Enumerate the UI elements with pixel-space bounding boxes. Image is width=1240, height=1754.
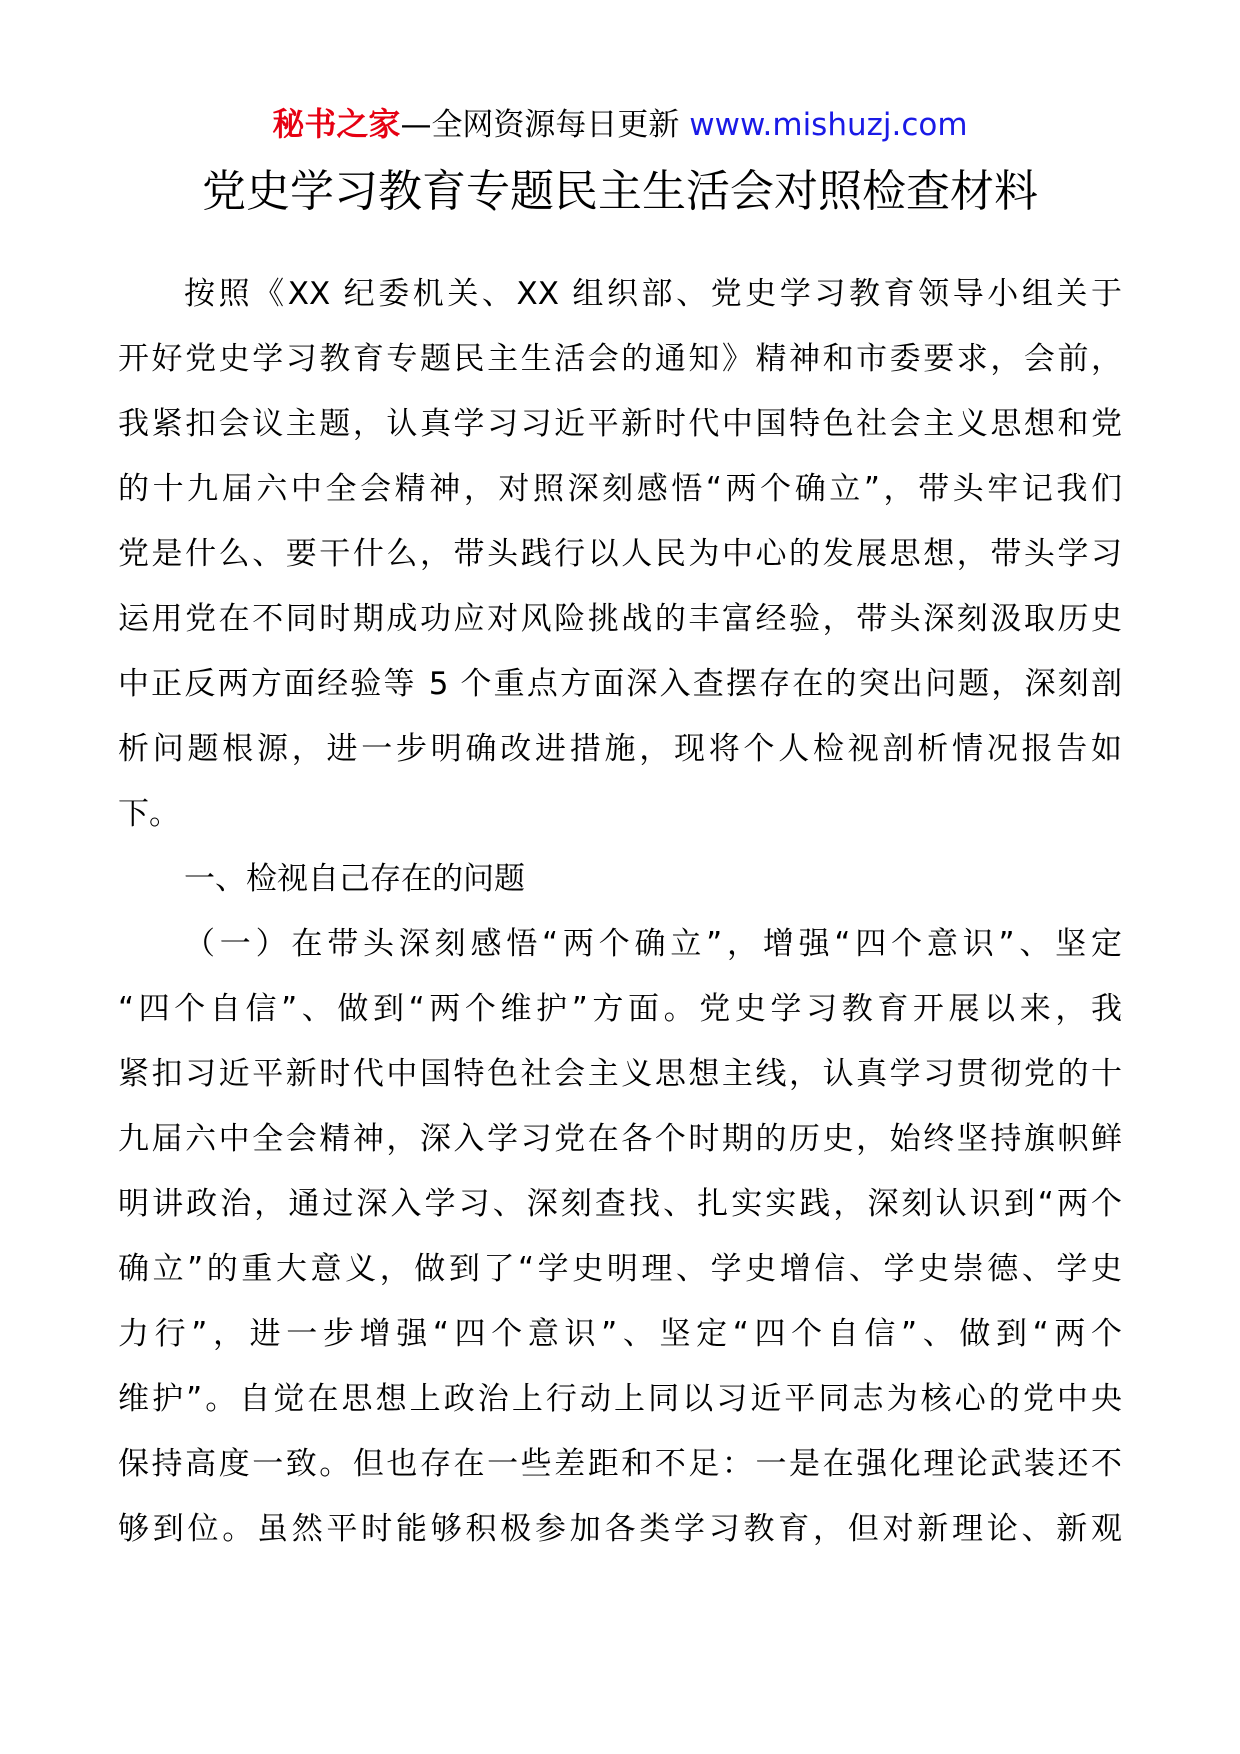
- site-header: [0, 102, 1240, 147]
- paragraph-line: 明讲政治，通过深入学习、深刻查找、扎实实践，深刻认识到“两个: [118, 1186, 1122, 1222]
- paragraph-line: 维护”。自觉在思想上政治上行动上同以习近平同志为核心的党中央: [118, 1381, 1122, 1417]
- paragraph-line: 确立”的重大意义，做到了“学史明理、学史增信、学史崇德、学史: [118, 1251, 1122, 1287]
- paragraph-line: 下。: [118, 796, 180, 832]
- paragraph-line: 按照《XX 纪委机关、XX 组织部、党史学习教育领导小组关于: [184, 276, 1122, 312]
- site-tagline: —全网资源每日更新: [400, 107, 680, 143]
- paragraph-line: “四个自信”、做到“两个维护”方面。党史学习教育开展以来，我: [118, 991, 1122, 1027]
- document-title: 党史学习教育专题民主生活会对照检查材料: [202, 166, 1038, 217]
- paragraph-line: 我紧扣会议主题，认真学习习近平新时代中国特色社会主义思想和党: [118, 406, 1122, 442]
- paragraph-line: 开好党史学习教育专题民主生活会的通知》精神和市委要求，会前，: [118, 341, 1122, 377]
- paragraph-line: 力行”，进一步增强“四个意识”、坚定“四个自信”、做到“两个: [118, 1316, 1122, 1352]
- paragraph-line: （一）在带头深刻感悟“两个确立”，增强“四个意识”、坚定: [184, 926, 1122, 962]
- paragraph-line: 够到位。虽然平时能够积极参加各类学习教育，但对新理论、新观: [118, 1511, 1122, 1547]
- site-url-link[interactable]: www.mishuzj.com: [689, 107, 968, 143]
- paragraph-line: 保持高度一致。但也存在一些差距和不足：一是在强化理论武装还不: [118, 1446, 1122, 1482]
- paragraph-line: 运用党在不同时期成功应对风险挑战的丰富经验，带头深刻汲取历史: [118, 601, 1122, 637]
- paragraph-line: 九届六中全会精神，深入学习党在各个时期的历史，始终坚持旗帜鲜: [118, 1121, 1122, 1157]
- paragraph-line: 中正反两方面经验等 5 个重点方面深入查摆存在的突出问题，深刻剖: [118, 666, 1122, 702]
- document-body: [118, 262, 1122, 1562]
- paragraph-line: 紧扣习近平新时代中国特色社会主义思想主线，认真学习贯彻党的十: [118, 1056, 1122, 1092]
- section-heading: 一、检视自己存在的问题: [184, 861, 525, 897]
- paragraph-line: 的十九届六中全会精神，对照深刻感悟“两个确立”，带头牢记我们: [118, 471, 1122, 507]
- paragraph-line: 党是什么、要干什么，带头践行以人民为中心的发展思想，带头学习: [118, 536, 1122, 572]
- paragraph-line: 析问题根源，进一步明确改进措施，现将个人检视剖析情况报告如: [118, 731, 1122, 767]
- site-brand: 秘书之家: [272, 105, 401, 143]
